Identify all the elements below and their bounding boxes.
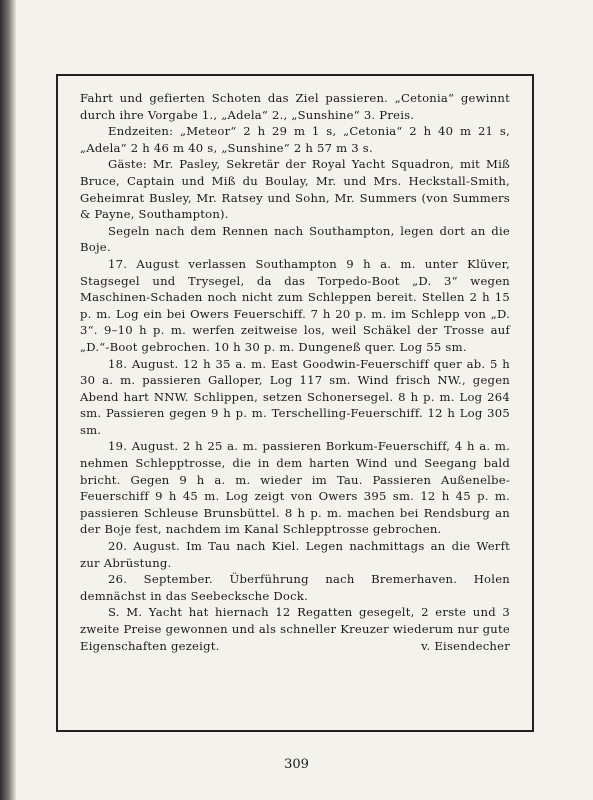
paragraph-summary [80,604,510,654]
text-frame [56,74,534,732]
paragraph-end-times: Endzeiten: „Meteor“ 2 h 29 m 1 s, „Cetonia“ 2 h 40 m 21 s, „Adela“ 2 h 46 m 40 s, „Sunshine“ 2 h 57 m 3 s. [80,124,510,155]
summary-text: S. M. Yacht hat hiernach 12 Regatten gesegelt, 2 erste und 3 zweite Preise gewonnen und als schneller Kreuzer wiederum nur gute Eigenschaften gezeigt. [80,605,510,653]
paragraph-cetonia-result: Fahrt und gefierten Schoten das Ziel passieren. „Cetonia“ gewinnt durch ihre Vorgabe 1., „Adela“ 2., „Sunshine“ 3. Preis. [80,91,510,122]
page-number: 309 [284,757,309,772]
paragraph-august-17: 17. August verlassen Southampton 9 h a. m. unter Klüver, Stagsegel und Trysegel, da das Torpedo-Boot „D. 3“ wegen Maschinen-Schaden noch nicht zum Schleppen bereit. Stellen 2 h 15 p. m. Log ein bei Owers Feuerschiff. 7 h 20 p. m. im Schlepp von „D. 3“. 9–10 h p. m. werfen zeitweise los, weil Schäkel der Trosse auf „D.“-Boot gebrochen. 10 h 30 p. m. Dungeneß quer. Log 55 sm. [80,256,510,354]
paragraph-august-18: 18. August. 12 h 35 a. m. East Goodwin-Feuerschiff quer ab. 5 h 30 a. m. passieren Galloper, Log 117 sm. Wind frisch NW., gegen Abend hart NNW. Schlippen, setzen Schonersegel. 8 h p. m. Log 264 sm. Passieren gegen 9 h p. m. Terschelling-Feuerschiff. 12 h Log 305 sm. [80,356,510,437]
paragraph-guests: Gäste: Mr. Pasley, Sekretär der Royal Yacht Squadron, mit Miß Bruce, Captain und Miß du Boulay, Mr. und Mrs. Heckstall-Smith, Geheimrat Busley, Mr. Ratsey und Sohn, Mr. Summers (von Summers & Payne, Southampton). [80,157,510,222]
book-gutter [0,0,16,800]
signature: v. Eisendecher [421,638,510,653]
paragraph-august-19: 19. August. 2 h 25 a. m. passieren Borkum-Feuerschiff, 4 h a. m. nehmen Schlepptrosse, die in dem harten Wind und Seegang bald bricht. Gegen 9 h a. m. wieder im Tau. Passieren Außenelbe-Feuerschiff 9 h 45 m. Log zeigt von Owers 395 sm. 12 h 45 p. m. passieren Schleuse Brunsbüttel. 8 h p. m. machen bei Rendsburg an der Boje fest, nachdem im Kanal Schlepptrosse gebrochen. [80,439,510,537]
paragraph-september-26: 26. September. Überführung nach Bremerhaven. Holen demnächst in das Seebecksche Dock. [80,572,510,603]
paragraph-august-20: 20. August. Im Tau nach Kiel. Legen nachmittags an die Werft zur Abrüstung. [80,539,510,570]
paragraph-sailing-southampton: Segeln nach dem Rennen nach Southampton, legen dort an die Boje. [80,223,510,255]
